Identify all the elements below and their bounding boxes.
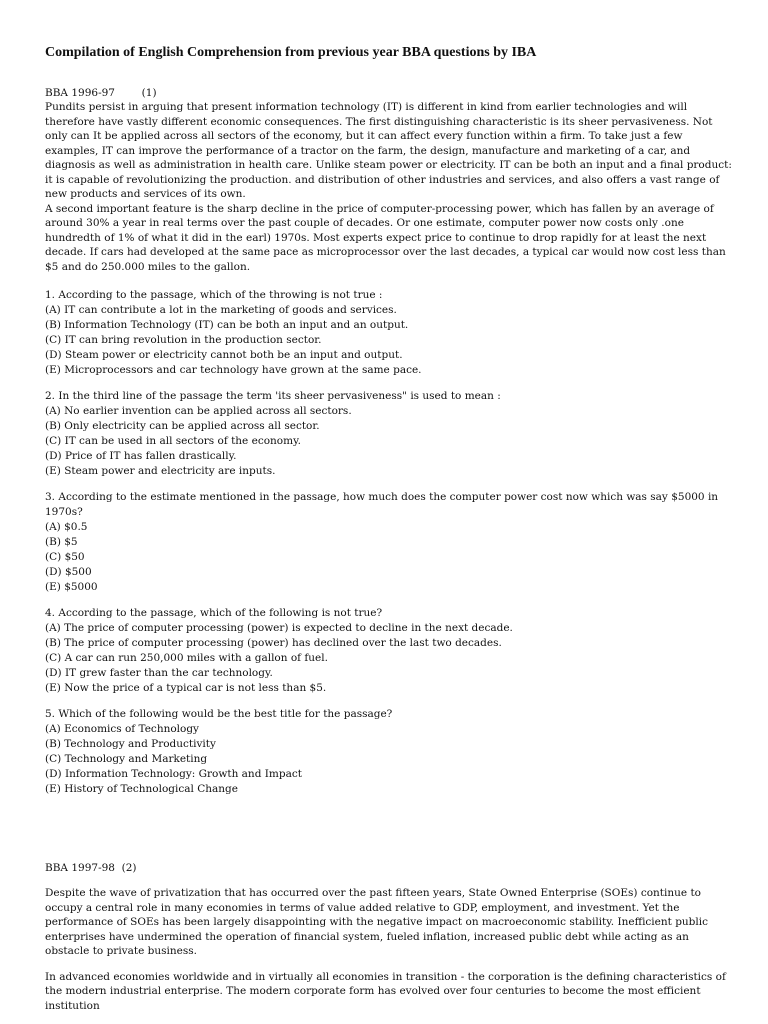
option-e: (E) Now the price of a typical car is not less than $5.: [45, 682, 327, 694]
option-c: (C) IT can bring revolution in the production sector.: [45, 334, 322, 346]
option-e: (E) $5000: [45, 581, 98, 593]
option-b: (B) $5: [45, 536, 78, 548]
option-d: (D) Price of IT has fallen drastically.: [45, 450, 237, 462]
section-heading-1997-98: BBA 1997-98 (2): [45, 862, 137, 874]
question-text: 5. Which of the following would be the best title for the passage?: [45, 708, 393, 720]
option-b: (B) The price of computer processing (power) has declined over the last two decades.: [45, 637, 502, 649]
option-e: (E) Steam power and electricity are inputs.: [45, 465, 276, 477]
question-text: 1. According to the passage, which of the throwing is not true :: [45, 289, 383, 301]
option-c: (C) IT can be used in all sectors of the economy.: [45, 435, 301, 447]
section-heading-1996-97: BBA 1996-97 (1): [45, 87, 157, 99]
option-a: (A) The price of computer processing (power) is expected to decline in the next decade.: [45, 622, 513, 634]
option-a: (A) $0.5: [45, 521, 88, 533]
passage-paragraph-2: A second important feature is the sharp decline in the price of computer-processing power, which has fallen by an average of around 30% a year in real terms over the past couple of decades. Or one estimate, computer power now costs only .one hundredth of 1% of what it did in the earl) 1970s. Most experts expect price to continue to drop rapidly for at least the next decade. If cars had developed at the same pace as microprocessor over the last decades, a typical car would now cost less than $5 and do 250.000 miles to the gallon.: [45, 202, 726, 273]
question-3: [45, 490, 735, 595]
question-text: 3. According to the estimate mentioned in the passage, how much does the computer power cost now which was say $5000 in 1970s?: [45, 491, 719, 518]
option-d: (D) $500: [45, 566, 92, 578]
passage2-paragraph-1: Despite the wave of privatization that has occurred over the past fifteen years, State Owned Enterprise (SOEs) continue to occupy a central role in many economies in terms of value added relative to GDP, employment, and investment. Yet the performance of SOEs has been largely disappointing with the negative impact on macroeconomic stability. Inefficient public enterprises have undermined the operation of financial system, fueled inflation, increased public debt while acting as an obstacle to private business.: [45, 887, 708, 957]
document-page: [45, 44, 735, 1013]
option-e: (E) History of Technological Change: [45, 783, 238, 795]
passage-paragraph-1: Pundits persist in arguing that present information technology (IT) is different in kind from earlier technologies and will therefore have vastly different economic consequences. The first distinguishing characteristic is its sheer pervasiveness. Not only can It be applied across all sectors of the economy, but it can affect every function within a firm. To take just a few examples, IT can improve the performance of a tractor on the farm, the design, manufacture and marketing of a car, and diagnosis as well as administration in health care. Unlike steam power or electricity. IT can be both an input and a final product: it is capable of revolutionizing the production. and distribution of other industries and services, and also offers a vast range of new products and services of its own.: [45, 101, 732, 200]
option-c: (C) Technology and Marketing: [45, 753, 208, 765]
passage2-paragraph-2: In advanced economies worldwide and in virtually all economies in transition - the corporation is the defining characteristics of the modern industrial enterprise. The modern corporate form has evolved over four centuries to become the most efficient institution: [45, 970, 726, 1012]
question-2: [45, 389, 735, 479]
option-c: (C) A car can run 250,000 miles with a gallon of fuel.: [45, 652, 328, 664]
option-b: (B) Information Technology (IT) can be both an input and an output.: [45, 319, 409, 331]
question-5: [45, 707, 735, 797]
option-b: (B) Technology and Productivity: [45, 738, 216, 750]
option-d: (D) Steam power or electricity cannot both be an input and output.: [45, 349, 403, 361]
option-d: (D) Information Technology: Growth and Impact: [45, 768, 302, 780]
option-b: (B) Only electricity can be applied across all sector.: [45, 420, 320, 432]
question-1: [45, 288, 735, 378]
section-spacer: [45, 797, 735, 861]
option-d: (D) IT grew faster than the car technology.: [45, 667, 273, 679]
question-4: [45, 606, 735, 696]
option-c: (C) $50: [45, 551, 85, 563]
option-e: (E) Microprocessors and car technology have grown at the same pace.: [45, 364, 422, 376]
option-a: (A) IT can contribute a lot in the marketing of goods and services.: [45, 304, 397, 316]
question-text: 2. In the third line of the passage the term 'its sheer pervasiveness" is used to mean :: [45, 390, 501, 402]
option-a: (A) No earlier invention can be applied across all sectors.: [45, 405, 352, 417]
document-title: Compilation of English Comprehension from previous year BBA questions by IBA: [45, 45, 537, 60]
question-text: 4. According to the passage, which of the following is not true?: [45, 607, 383, 619]
option-a: (A) Economics of Technology: [45, 723, 199, 735]
